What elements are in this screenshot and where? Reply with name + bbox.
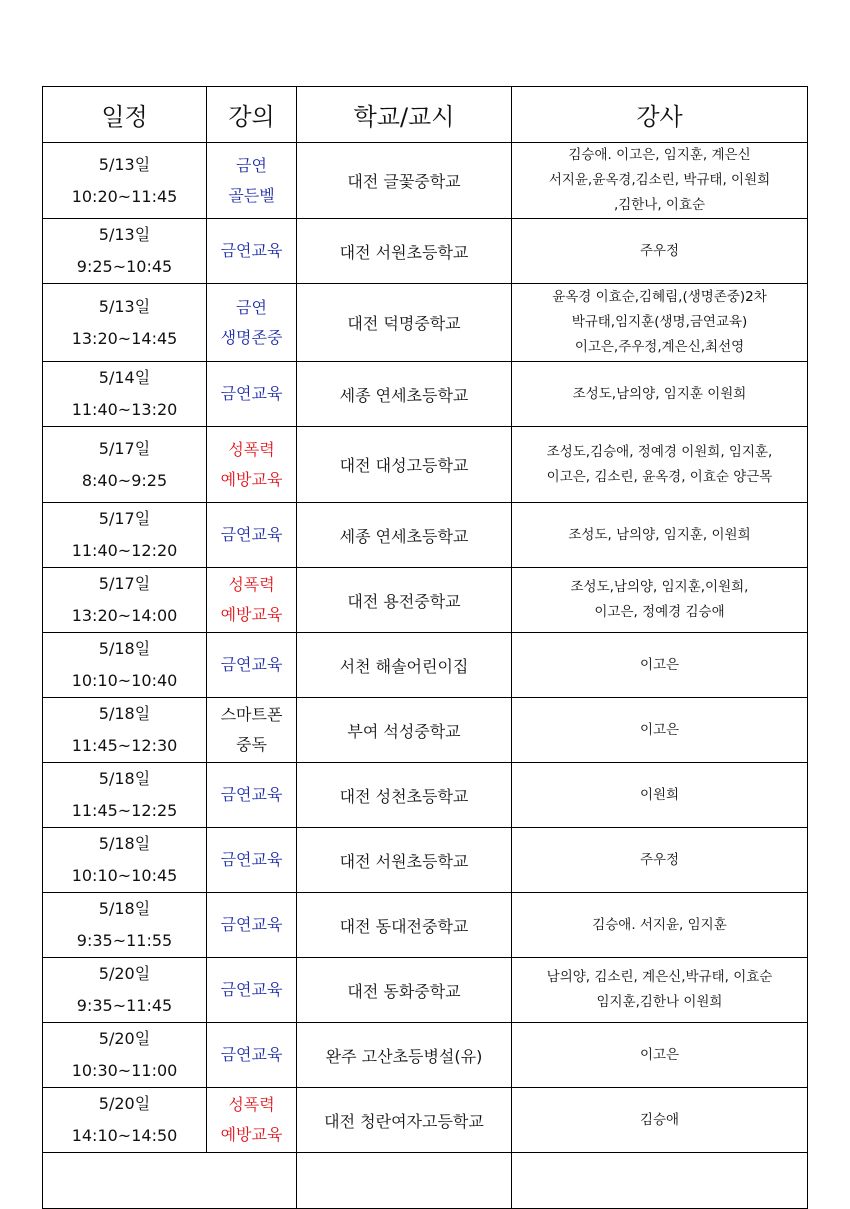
lecture-text: 금연: [236, 155, 267, 175]
teacher-line: ,김한나, 이효순: [613, 197, 706, 213]
lecture-text: 생명존중: [220, 327, 283, 347]
table-row: [43, 828, 808, 893]
teachers-cell: [512, 958, 808, 1023]
schedule-cell: [43, 503, 207, 568]
lecture-text: 예방교육: [220, 1125, 283, 1144]
schedule-table: [42, 86, 808, 1209]
empty-cell: [297, 1153, 512, 1209]
lecture-cell: [207, 1088, 297, 1153]
school-cell: 세종 연세초등학교: [297, 503, 512, 568]
lecture-cell: [207, 1023, 297, 1088]
lecture-cell: [207, 362, 297, 427]
time-text: 9:35~11:55: [76, 931, 173, 950]
date-text: 5/20일: [98, 964, 151, 983]
school-cell: 대전 동화중학교: [297, 958, 512, 1023]
schedule-cell: [43, 828, 207, 893]
lecture-cell: [207, 958, 297, 1023]
schedule-cell: [43, 284, 207, 362]
table-row: [43, 763, 808, 828]
date-text: 5/13일: [98, 154, 151, 174]
teacher-line: 서지윤,윤옥경,김소린, 박규태, 이원희: [548, 172, 771, 188]
lecture-text: 금연: [236, 297, 267, 317]
time-text: 10:30~11:00: [71, 1061, 178, 1080]
header-school: 학교/교시: [297, 87, 512, 143]
table-row: [43, 143, 808, 219]
school-cell: 대전 성천초등학교: [297, 763, 512, 828]
teacher-line: 주우정: [639, 851, 680, 868]
table-row: [43, 633, 808, 698]
teacher-line: 주우정: [639, 242, 680, 259]
lecture-cell: [207, 284, 297, 362]
schedule-cell: [43, 958, 207, 1023]
teachers-cell: [512, 143, 808, 219]
time-text: 9:25~10:45: [76, 257, 173, 276]
date-text: 5/14일: [98, 368, 151, 387]
table-row: [43, 893, 808, 958]
table-row: [43, 1023, 808, 1088]
teacher-line: 이고은: [639, 656, 680, 673]
teachers-cell: [512, 633, 808, 698]
table-row: [43, 568, 808, 633]
teachers-cell: [512, 698, 808, 763]
teacher-line: 이원희: [639, 786, 680, 803]
school-cell: 대전 글꽃중학교: [297, 143, 512, 219]
lecture-text: 금연교육: [220, 655, 283, 674]
time-text: 9:35~11:45: [76, 996, 173, 1015]
empty-row: [43, 1153, 808, 1209]
schedule-cell: [43, 698, 207, 763]
lecture-text: 금연교육: [220, 384, 283, 403]
lecture-text: 예방교육: [220, 605, 283, 624]
teachers-cell: [512, 1088, 808, 1153]
time-text: 10:20~11:45: [71, 186, 178, 206]
teacher-line: 조성도,김승애, 정예경 이원희, 임지훈,: [546, 443, 773, 460]
empty-cell: [512, 1153, 808, 1209]
teachers-cell: [512, 828, 808, 893]
empty-cell: [43, 1153, 207, 1209]
empty-cell: [207, 1153, 297, 1209]
teachers-cell: [512, 1023, 808, 1088]
date-text: 5/20일: [98, 1094, 151, 1113]
lecture-text: 성폭력: [228, 575, 275, 594]
school-cell: 대전 용전중학교: [297, 568, 512, 633]
school-cell: 서천 해솔어린이집: [297, 633, 512, 698]
table-row: [43, 698, 808, 763]
lecture-cell: [207, 568, 297, 633]
lecture-text: 금연교육: [220, 980, 283, 999]
school-cell: 세종 연세초등학교: [297, 362, 512, 427]
teacher-line: 이고은: [639, 721, 680, 738]
schedule-cell: [43, 362, 207, 427]
lecture-text: 성폭력: [228, 439, 275, 459]
schedule-rows: [43, 143, 808, 1209]
teacher-line: 윤옥경 이효순,김혜림,(생명존중)2차: [552, 289, 767, 305]
date-text: 5/20일: [98, 1029, 151, 1048]
lecture-text: 성폭력: [228, 1095, 275, 1114]
lecture-cell: [207, 893, 297, 958]
teacher-line: 김승애. 서지윤, 임지훈: [592, 916, 727, 933]
lecture-cell: [207, 219, 297, 284]
header-row: [43, 87, 808, 143]
schedule-cell: [43, 633, 207, 698]
lecture-cell: [207, 427, 297, 503]
lecture-text: 금연교육: [220, 850, 283, 869]
teachers-cell: [512, 427, 808, 503]
school-cell: 완주 고산초등병설(유): [297, 1023, 512, 1088]
table-row: [43, 1088, 808, 1153]
lecture-cell: [207, 828, 297, 893]
schedule-cell: [43, 219, 207, 284]
date-text: 5/17일: [98, 509, 151, 528]
date-text: 5/18일: [98, 899, 151, 918]
teacher-line: 이고은, 정예경 김승애: [594, 604, 725, 620]
teachers-cell: [512, 503, 808, 568]
table-row: [43, 427, 808, 503]
time-text: 8:40~9:25: [81, 470, 168, 490]
lecture-text: 금연교육: [220, 915, 283, 934]
school-cell: 대전 덕명중학교: [297, 284, 512, 362]
teachers-cell: [512, 568, 808, 633]
time-text: 13:20~14:45: [71, 328, 178, 348]
date-text: 5/18일: [98, 704, 151, 723]
table-row: [43, 958, 808, 1023]
teacher-line: 남의양, 김소린, 계은신,박규태, 이효순: [546, 969, 773, 985]
schedule-cell: [43, 143, 207, 219]
schedule-cell: [43, 763, 207, 828]
teacher-line: 조성도, 남의양, 임지훈, 이원희: [568, 526, 751, 543]
schedule-cell: [43, 427, 207, 503]
header-schedule: 일정: [43, 87, 207, 143]
table-row: [43, 362, 808, 427]
teachers-cell: [512, 362, 808, 427]
lecture-text: 금연교육: [220, 785, 283, 804]
time-text: 13:20~14:00: [71, 606, 178, 625]
teacher-line: 김승애. 이고은, 임지훈, 계은신: [568, 147, 751, 163]
lecture-cell: [207, 503, 297, 568]
lecture-text: 금연교육: [220, 525, 283, 544]
schedule-cell: [43, 1088, 207, 1153]
date-text: 5/18일: [98, 639, 151, 658]
date-text: 5/13일: [98, 225, 151, 244]
date-text: 5/17일: [98, 574, 151, 593]
date-text: 5/18일: [98, 769, 151, 788]
time-text: 11:45~12:25: [71, 801, 178, 820]
teachers-cell: [512, 219, 808, 284]
header-teachers: 강사: [512, 87, 808, 143]
lecture-text: 스마트폰: [220, 705, 283, 724]
time-text: 10:10~10:40: [71, 671, 178, 690]
school-cell: 대전 서원초등학교: [297, 219, 512, 284]
lecture-cell: [207, 143, 297, 219]
time-text: 10:10~10:45: [71, 866, 178, 885]
teacher-line: 이고은, 김소린, 윤옥경, 이효순 양근목: [546, 468, 773, 485]
school-cell: 대전 청란여자고등학교: [297, 1088, 512, 1153]
teachers-cell: [512, 893, 808, 958]
school-cell: 대전 서원초등학교: [297, 828, 512, 893]
schedule-cell: [43, 893, 207, 958]
school-cell: 대전 대성고등학교: [297, 427, 512, 503]
schedule-cell: [43, 1023, 207, 1088]
teacher-line: 김승애: [639, 1111, 680, 1128]
time-text: 11:45~12:30: [71, 736, 178, 755]
lecture-cell: [207, 698, 297, 763]
teachers-cell: [512, 284, 808, 362]
time-text: 11:40~13:20: [71, 400, 178, 419]
header-lecture: 강의: [207, 87, 297, 143]
teacher-line: 이고은: [639, 1046, 680, 1063]
schedule-cell: [43, 568, 207, 633]
school-cell: 부여 석성중학교: [297, 698, 512, 763]
teachers-cell: [512, 763, 808, 828]
lecture-text: 골든벨: [228, 185, 275, 205]
date-text: 5/18일: [98, 834, 151, 853]
teacher-line: 조성도,남의양, 임지훈,이원희,: [570, 579, 749, 595]
lecture-cell: [207, 633, 297, 698]
lecture-text: 중독: [236, 735, 267, 754]
lecture-text: 금연교육: [220, 241, 283, 260]
time-text: 14:10~14:50: [71, 1126, 178, 1145]
teacher-line: 임지훈,김한나 이원희: [596, 994, 723, 1010]
table-row: [43, 219, 808, 284]
teacher-line: 조성도,남의양, 임지훈 이원희: [572, 385, 747, 402]
lecture-text: 금연교육: [220, 1045, 283, 1064]
lecture-text: 예방교육: [220, 469, 283, 489]
teacher-line: 이고은,주우정,계은신,최선영: [574, 339, 745, 355]
time-text: 11:40~12:20: [71, 541, 178, 560]
school-cell: 대전 동대전중학교: [297, 893, 512, 958]
date-text: 5/17일: [98, 438, 151, 458]
date-text: 5/13일: [98, 296, 151, 316]
table-row: [43, 503, 808, 568]
lecture-cell: [207, 763, 297, 828]
table-row: [43, 284, 808, 362]
teacher-line: 박규태,임지훈(생명,금연교육): [571, 314, 748, 330]
